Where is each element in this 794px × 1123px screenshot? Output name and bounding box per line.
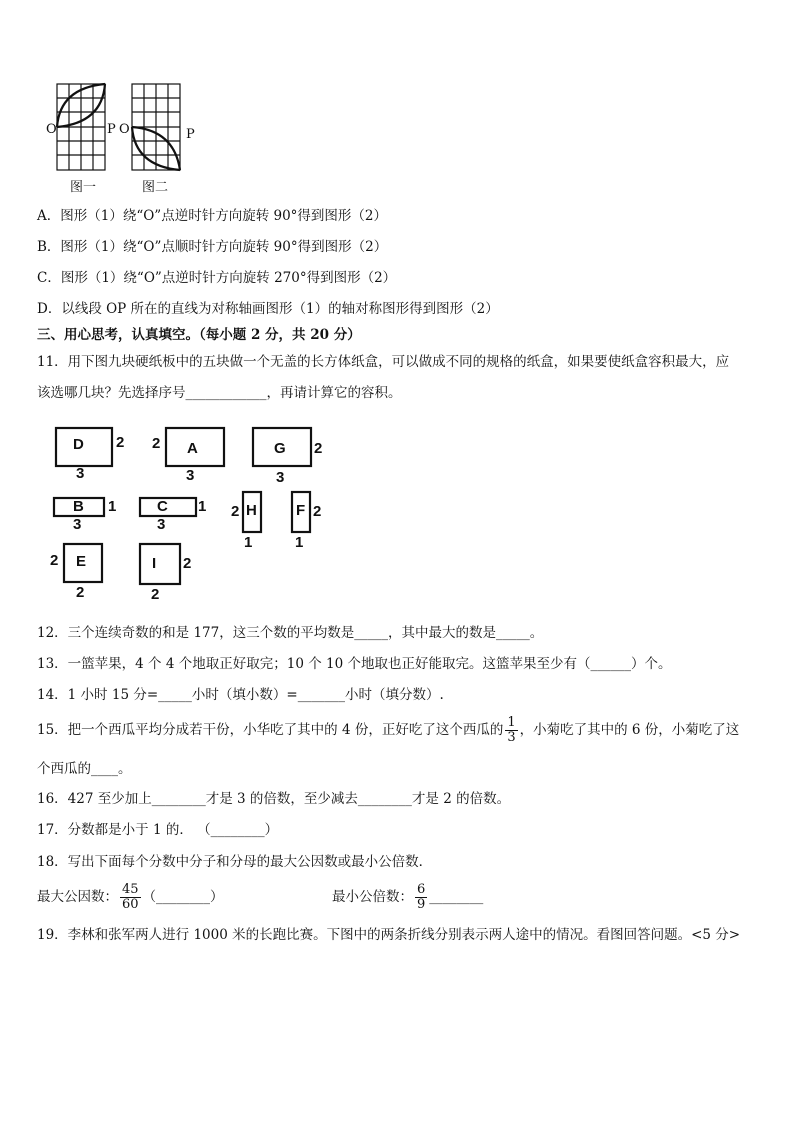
q18-lcm-blank: ________ (429, 889, 484, 905)
q15-fraction-denominator: 3 (507, 730, 516, 745)
option-b: B．图形（1）绕“O”点顺时针方向旋转 90°得到图形（2） (37, 239, 388, 255)
point-p-label-2: P (186, 127, 195, 142)
q18-gcd-label: 最大公因数： (37, 889, 118, 905)
board-d-height: 2 (116, 434, 125, 451)
q18-gcd-numerator: 45 (122, 882, 139, 897)
board-e-letter: E (76, 553, 87, 570)
board-c-letter: C (157, 498, 168, 515)
q15-text-part1: 15．把一个西瓜平均分成若干份，小华吃了其中的 4 份，正好吃了这个西瓜的 (37, 722, 504, 738)
figure-1-caption: 图一 (70, 180, 97, 195)
board-a-height: 2 (152, 435, 161, 452)
point-p-label-1: P (107, 122, 116, 137)
q16: 16．427 至少加上________才是 3 的倍数，至少减去________才是 2 的倍数。 (37, 791, 511, 807)
q18-gcd-denominator: 60 (122, 897, 139, 912)
q18-lcm-denominator: 9 (417, 897, 426, 912)
board-e-width: 2 (76, 584, 85, 601)
point-o-label-2: O (119, 122, 130, 137)
board-c-height: 1 (198, 498, 207, 515)
q13: 13．一篮苹果，4 个 4 个地取正好取完；10 个 10 个地取也正好能取完。这篮苹果至少有（______）个。 (37, 656, 672, 672)
q11-line1: 11．用下图九块硬纸板中的五块做一个无盖的长方体纸盒，可以做成不同的规格的纸盒，如果要使纸盒容积最大，应 (37, 354, 730, 370)
q15-fraction-numerator: 1 (507, 715, 516, 730)
board-i-width: 2 (151, 586, 160, 603)
q18-line1: 18．写出下面每个分数中分子和分母的最大公因数或最小公倍数． (37, 854, 433, 870)
q18-lcm (332, 878, 483, 916)
q15-text-part2: ，小菊吃了其中的 6 份，小菊吃了这 (519, 722, 740, 738)
q11-line2: 该选哪几块？先选择序号____________，再请计算它的容积。 (37, 385, 402, 401)
board-i-letter: I (152, 555, 157, 572)
q18-lcm-fraction (415, 883, 427, 912)
board-g-letter: G (274, 440, 286, 457)
q15-line1 (37, 716, 739, 745)
q17: 17．分数都是小于 1 的． （________） (37, 822, 279, 838)
q12: 12．三个连续奇数的和是 177，这三个数的平均数是_____，其中最大的数是_____。 (37, 625, 544, 641)
board-f-letter: F (296, 502, 306, 519)
option-a: A．图形（1）绕“O”点逆时针方向旋转 90°得到图形（2） (37, 208, 388, 224)
board-i-height: 2 (183, 555, 192, 572)
board-h-letter: H (246, 502, 257, 519)
q19: 19．李林和张军两人进行 1000 米的长跑比赛。下图中的两条折线分别表示两人途中的情况。看图回答问题。<5 分> (37, 927, 741, 943)
board-d-width: 3 (76, 465, 85, 482)
board-a-width: 3 (186, 467, 195, 484)
board-i (140, 544, 180, 584)
board-h-width: 1 (244, 534, 253, 551)
board-a-letter: A (187, 440, 198, 457)
grid-figure-2 (132, 84, 180, 170)
option-d: D．以线段 OP 所在的直线为对称轴画图形（1）的轴对称图形得到图形（2） (37, 301, 499, 317)
board-h-height: 2 (231, 503, 240, 520)
point-o-label-1: O (46, 122, 57, 137)
q18-lcm-label: 最小公倍数： (332, 889, 413, 905)
q18-gcd-fraction (120, 883, 141, 912)
board-c (140, 498, 196, 516)
q18-gcd (37, 878, 224, 916)
q18-gcd-blank: （________） (142, 889, 224, 905)
q15-line2: 个西瓜的____。 (37, 761, 132, 777)
board-f-width: 1 (295, 534, 304, 551)
board-d-letter: D (73, 436, 84, 453)
figure-2-caption: 图二 (142, 180, 169, 195)
grid-figure-1 (57, 84, 105, 170)
board-d (56, 428, 112, 466)
board-c-width: 3 (157, 516, 166, 533)
option-c: C．图形（1）绕“O”点逆时针方向旋转 270°得到图形（2） (37, 270, 397, 286)
board-b-letter: B (73, 498, 84, 515)
board-g-height: 2 (314, 440, 323, 457)
section-3-heading: 三、用心思考，认真填空。（每小题 2 分，共 20 分） (37, 327, 361, 343)
q18-lcm-numerator: 6 (417, 882, 426, 897)
board-b-height: 1 (108, 498, 117, 515)
board-b-width: 3 (73, 516, 82, 533)
q15-fraction (505, 716, 517, 745)
board-f-height: 2 (313, 503, 322, 520)
q14: 14．1 小时 15 分=_____小时（填小数）=_______小时（填分数）. (37, 687, 444, 703)
board-g-width: 3 (276, 469, 285, 486)
board-e-height: 2 (50, 552, 59, 569)
